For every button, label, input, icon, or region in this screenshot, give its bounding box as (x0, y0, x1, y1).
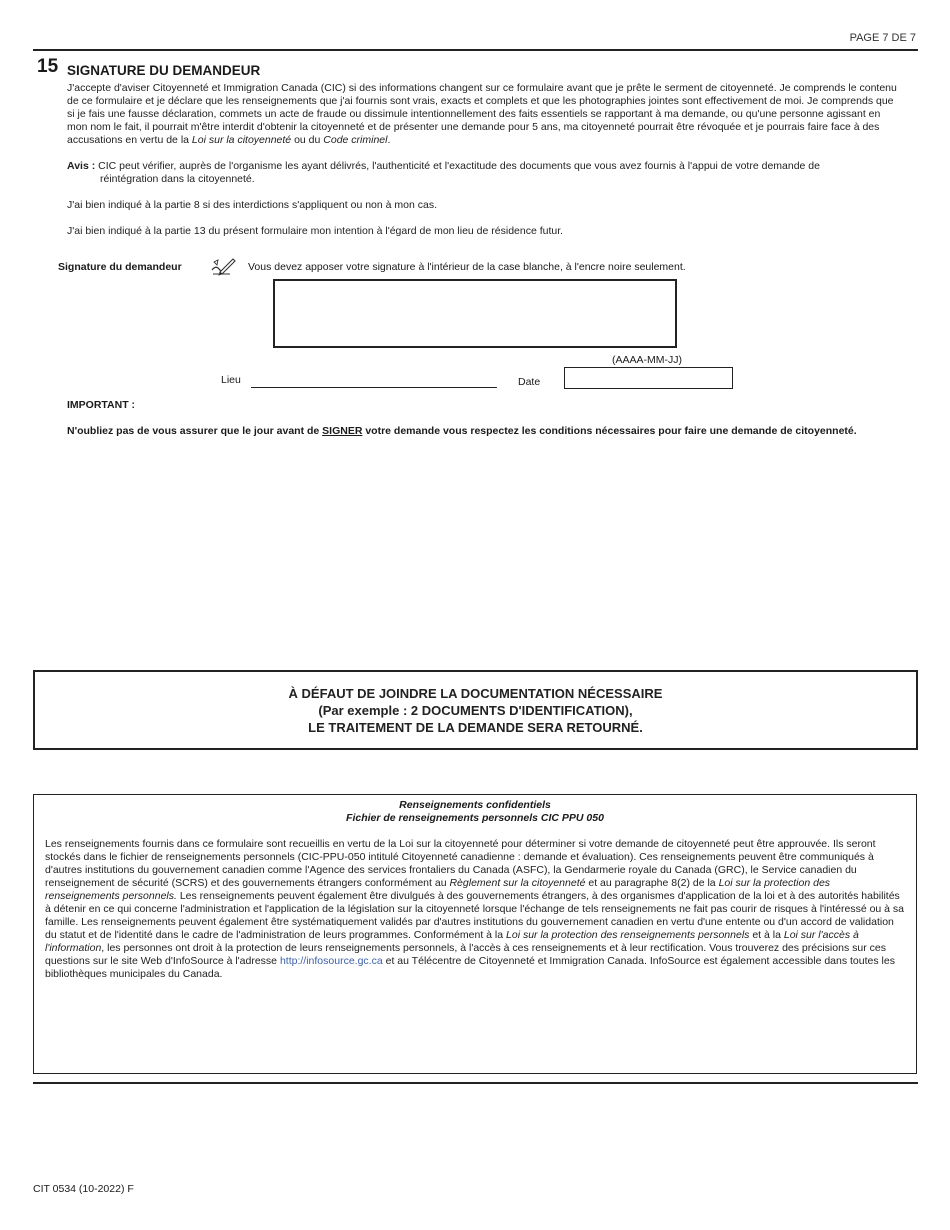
bottom-divider (33, 1082, 918, 1084)
page-number: PAGE 7 DE 7 (849, 32, 916, 44)
warning-line-2: (Par exemple : 2 DOCUMENTS D'IDENTIFICATION), (318, 702, 633, 718)
residence-statement: J'ai bien indiqué à la partie 13 du présent formulaire mon intention à l'égard de mon lieu de résidence futur. (67, 225, 564, 237)
prohibitions-statement: J'ai bien indiqué à la partie 8 si des interdictions s'appliquent ou non à mon cas. (67, 199, 437, 211)
avis-label: Avis : (67, 160, 96, 172)
date-format-hint: (AAAA-MM-JJ) (612, 354, 682, 366)
documentation-warning-box (33, 670, 918, 750)
place-field[interactable] (251, 387, 497, 388)
declaration-paragraph: J'accepte d'aviser Citoyenneté et Immigration Canada (CIC) si des informations changent sur ce formulaire avant que je prête le serment de citoyenneté. Je comprends le contenu de ce formulaire et je déclare que les renseignements que j'ai fournis sont vrais, exacts et complets et que les photographies jointes sont effectivement de moi. Je comprends que si je fais une fausse déclaration, commets un acte de fraude ou dissimule intentionnellement des faits essentiels se rapportant à ma demande, ou qu'une personne agissant en mon nom le fait, il pourrait m'être interdit d'obtenir la citoyenneté et de présenter une demande pour 5 ans, ma citoyenneté pourrait être révoquée et je pourrais faire face à des accusations en vertu de la Loi sur la citoyenneté ou du Code criminel. (67, 82, 897, 146)
section-title: SIGNATURE DU DEMANDEUR (67, 63, 261, 78)
signature-box[interactable] (273, 279, 677, 348)
avis-notice: Avis : CIC peut vérifier, auprès de l'organisme les ayant délivrés, l'authenticité et l'exactitude des documents que vous avez fournis à l'appui de votre demande de réintégration dans la citoyenneté. (67, 160, 820, 185)
confidential-body: Les renseignements fournis dans ce formulaire sont recueillis en vertu de la Loi sur la citoyenneté pour déterminer si votre demande de citoyenneté peut être approuvée. Ils seront stockés dans le fichier de renseignements personnels (CIC-PPU-050 intitulé Citoyenneté canadienne : demande et évaluation). Ces renseignements peuvent être communiqués à d'autres institutions du gouvernement canadien comme l'Agence des services frontaliers du Canada (ASFC), la Gendarmerie royale du Canada (GRC), le Service canadien du renseignement de sécurité (SCRS) et des gouvernements étrangers conformément au Règlement sur la citoyenneté et au paragraphe 8(2) de la Loi sur la protection des renseignements personnels. Les renseignements peuvent également être divulgués à des gouvernements étrangers, à des organismes d'application de la loi et à des autorités habilités à détenir en ce qui concerne l'administration et l'application de la législation sur la citoyenneté lorsque l'échange de tels renseignements ne fait pas courir de risques à l'intéressé ou à sa famille. Les renseignements peuvent également être systématiquement validés par d'autres institutions du gouvernement canadien en vertu d'une entente ou d'un accord de validation du statut et de l'identité dans le cadre de l'administration de leurs programmes. Conformément à la Loi sur la protection des renseignements personnels et à la Loi sur l'accès à l'information, les personnes ont droit à la protection de leurs renseignements personnels, à l'accès à ces renseignements et à leur rectification. Vous trouverez des précisions sur ces questions sur le site Web d'InfoSource à l'adresse http://infosource.gc.ca et au Télécentre de Citoyenneté et Immigration Canada. InfoSource est également accessible dans toutes les bibliothèques municipales du Canada. (45, 838, 905, 980)
date-field[interactable] (564, 367, 733, 389)
signer-emphasis: SIGNER (322, 425, 363, 437)
important-reminder: N'oubliez pas de vous assurer que le jour avant de SIGNER votre demande vous respectez les conditions nécessaires pour faire une demande de citoyenneté. (67, 425, 857, 437)
warning-line-1: À DÉFAUT DE JOINDRE LA DOCUMENTATION NÉCESSAIRE (288, 685, 663, 701)
confidential-info-box (33, 794, 917, 1074)
section-number: 15 (37, 56, 59, 77)
place-label: Lieu (221, 374, 241, 386)
infosource-link[interactable]: http://infosource.gc.ca (279, 955, 383, 967)
important-label: IMPORTANT : (67, 399, 136, 411)
confidential-title: Renseignements confidentiels (399, 799, 551, 811)
law-citizenship-ref: Loi sur la citoyenneté (191, 134, 292, 146)
pen-signing-icon (210, 256, 236, 276)
confidential-file-title: Fichier de renseignements personnels CIC PPU 050 (346, 812, 604, 824)
form-code: CIT 0534 (10-2022) F (33, 1183, 134, 1195)
criminal-code-ref: Code criminel (323, 134, 388, 146)
signature-instruction: Vous devez apposer votre signature à l'intérieur de la case blanche, à l'encre noire seulement. (248, 261, 686, 273)
warning-line-3: LE TRAITEMENT DE LA DEMANDE SERA RETOURNÉ. (308, 719, 643, 735)
date-label: Date (518, 376, 541, 388)
top-divider (33, 49, 918, 51)
signature-label: Signature du demandeur (58, 261, 182, 273)
